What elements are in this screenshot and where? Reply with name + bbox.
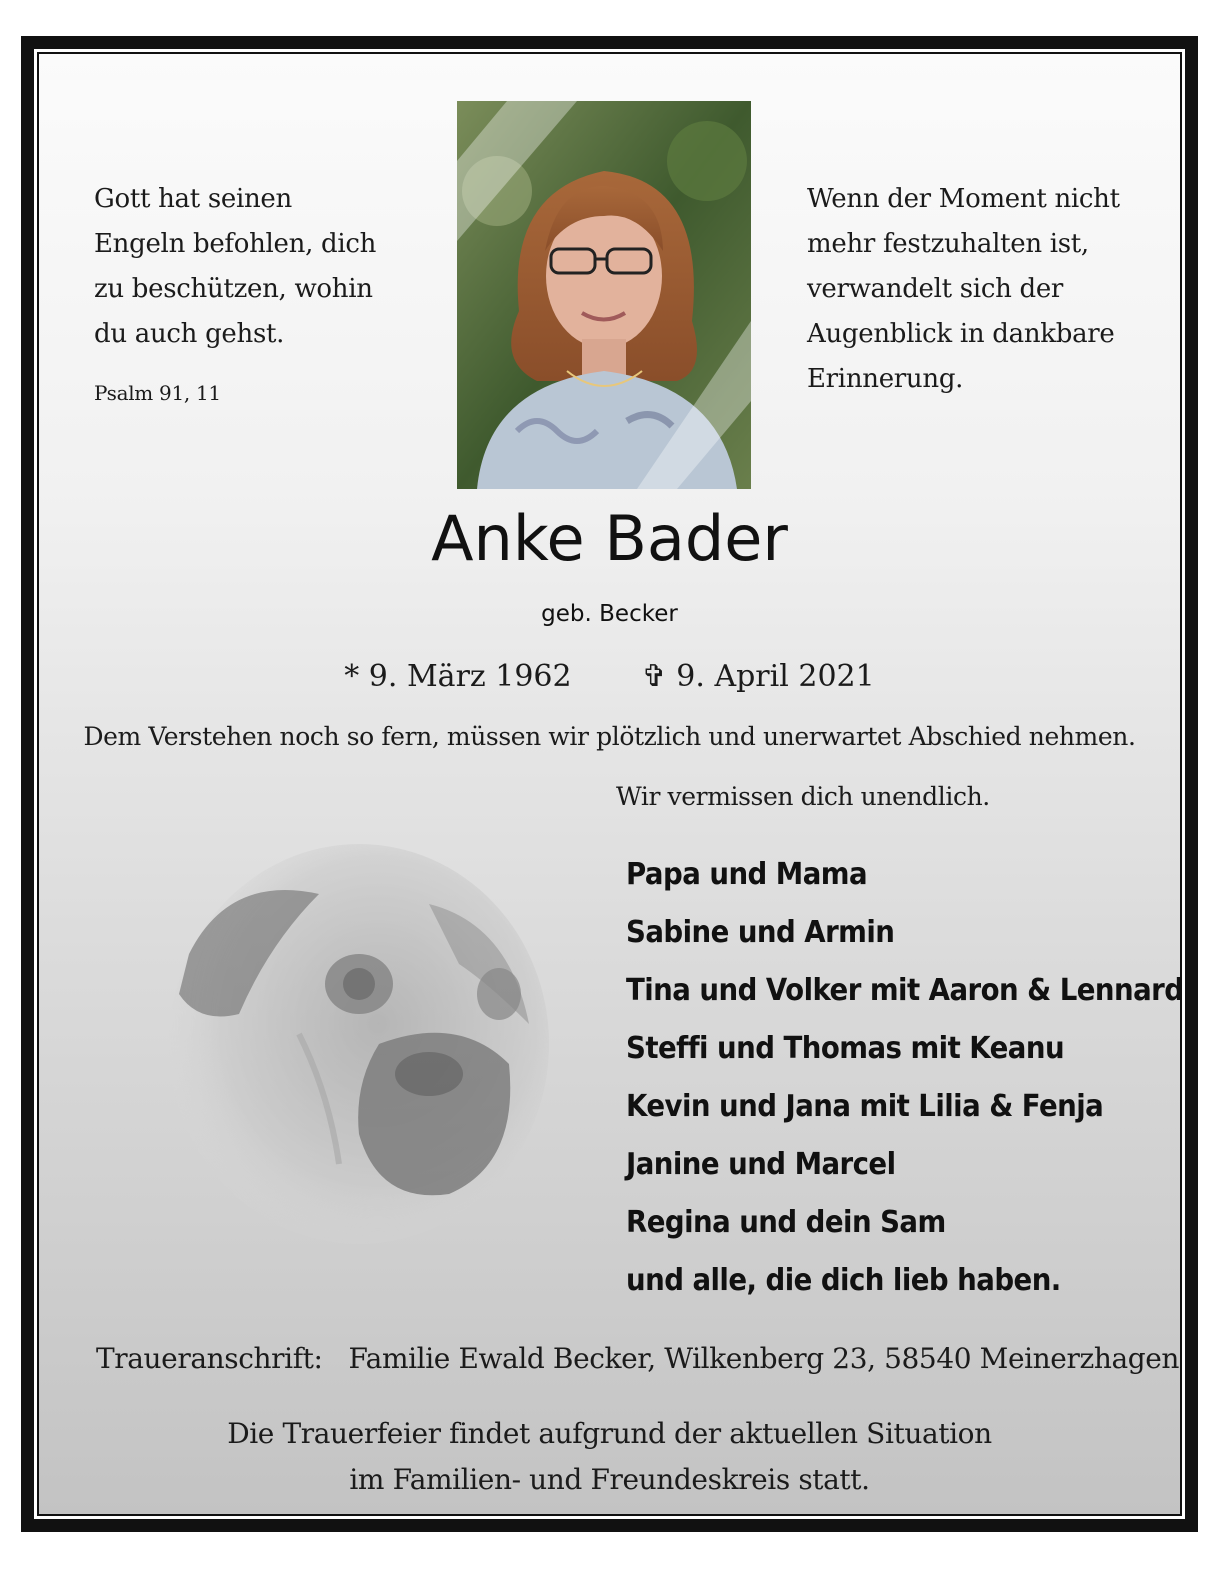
ceremony-line: Die Trauerfeier findet aufgrund der aktuellen Situation bbox=[227, 1417, 992, 1450]
mourner-entry: Papa und Mama bbox=[626, 857, 868, 892]
quote-right-line: mehr festzuhalten ist, bbox=[807, 229, 1089, 259]
quote-right-line: Wenn der Moment nicht bbox=[807, 184, 1120, 214]
pug-dog-watermark bbox=[129, 834, 549, 1254]
quote-left-line: zu beschützen, wohin bbox=[94, 274, 373, 304]
mourner-entry: Janine und Marcel bbox=[626, 1147, 896, 1182]
portrait-photo bbox=[457, 101, 751, 489]
mourner-entry: und alle, die dich lieb haben. bbox=[626, 1263, 1061, 1298]
mourning-address bbox=[96, 1342, 1180, 1375]
quote-left-line: du auch gehst. bbox=[94, 319, 285, 349]
farewell-text: Dem Verstehen noch so fern, müssen wir plötzlich und unerwartet Abschied nehmen. bbox=[83, 722, 1136, 751]
obituary-frame bbox=[21, 36, 1198, 1532]
birth-date: * 9. März 1962 bbox=[344, 659, 572, 694]
ceremony-line: im Familien- und Freundeskreis statt. bbox=[349, 1463, 870, 1496]
death-date: ✞ 9. April 2021 bbox=[641, 659, 875, 694]
quote-right-line: verwandelt sich der bbox=[807, 274, 1064, 304]
quote-right bbox=[807, 177, 1167, 402]
inner-border bbox=[34, 49, 1185, 1519]
miss-text: Wir vermissen dich unendlich. bbox=[616, 782, 990, 811]
ceremony-note bbox=[39, 1411, 1180, 1503]
mourners-list bbox=[626, 846, 1186, 1310]
address-value: Familie Ewald Becker, Wilkenberg 23, 58540 Meinerzhagen bbox=[348, 1342, 1180, 1375]
quote-left-line: Engeln befohlen, dich bbox=[94, 229, 377, 259]
address-label: Traueranschrift: bbox=[96, 1342, 323, 1375]
quote-left-line: Gott hat seinen bbox=[94, 184, 292, 214]
mourner-entry: Regina und dein Sam bbox=[626, 1205, 946, 1240]
quote-left bbox=[94, 177, 414, 413]
quote-right-line: Erinnerung. bbox=[807, 364, 964, 394]
mourner-entry: Steffi und Thomas mit Keanu bbox=[626, 1031, 1065, 1066]
life-dates bbox=[39, 659, 1180, 694]
birth-name: geb. Becker bbox=[541, 601, 678, 627]
quote-right-line: Augenblick in dankbare bbox=[807, 319, 1115, 349]
mourner-entry: Tina und Volker mit Aaron & Lennard bbox=[626, 973, 1184, 1008]
obituary-card bbox=[37, 52, 1182, 1516]
deceased-name: Anke Bader bbox=[431, 502, 788, 575]
mourner-entry: Kevin und Jana mit Lilia & Fenja bbox=[626, 1089, 1104, 1124]
mourner-entry: Sabine und Armin bbox=[626, 915, 895, 950]
quote-source: Psalm 91, 11 bbox=[94, 381, 221, 405]
